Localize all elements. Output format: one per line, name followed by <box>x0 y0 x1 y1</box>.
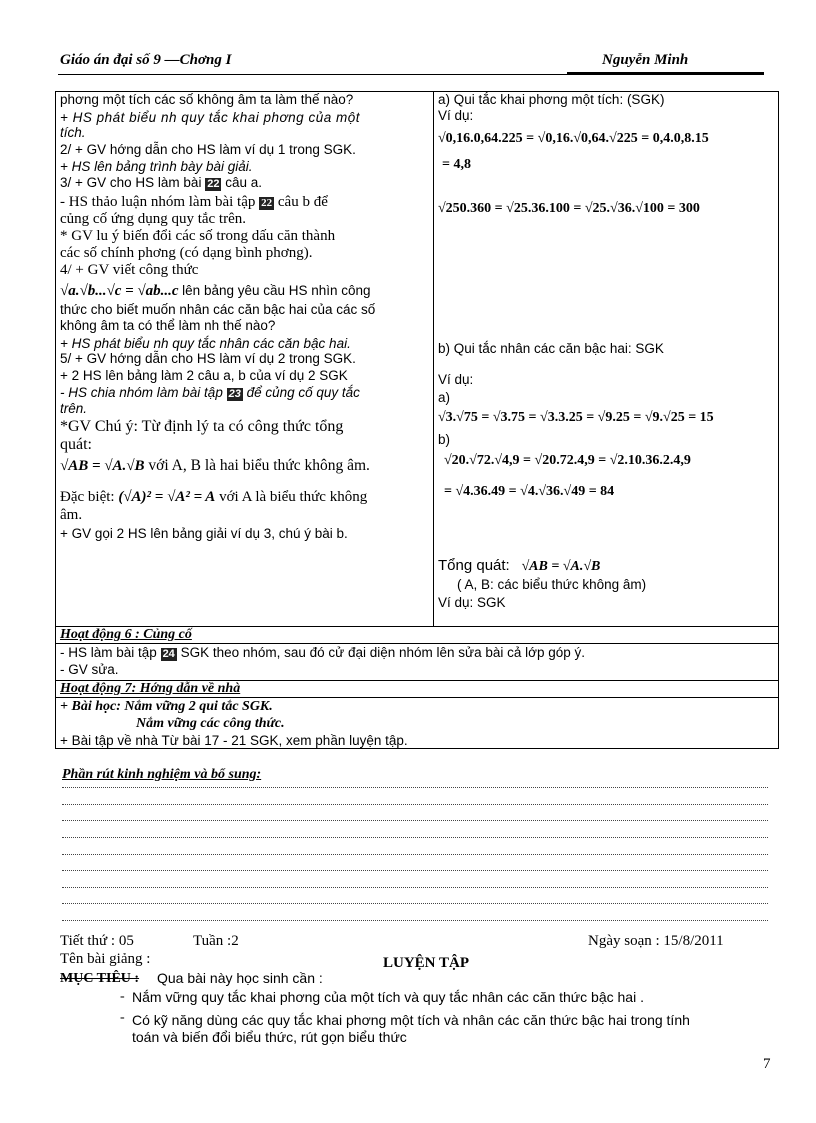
left-text: * GV lu ý biến đổi các số trong dấu căn thành <box>60 228 336 244</box>
left-text-part: 3/ + GV cho HS làm bài <box>60 175 202 190</box>
left-text: phơng một tích các số không âm ta làm thế nào? <box>60 92 354 107</box>
activity6-title: Hoạt động 6 : Củng cố <box>60 627 192 642</box>
left-text-part: - HS chia nhóm làm bài tập <box>60 385 223 400</box>
right-text: Ví dụ: <box>438 372 474 387</box>
right-text: ( A, B: các biểu thức không âm) <box>457 577 647 592</box>
example-formula: = 4,8 <box>442 157 471 172</box>
left-text <box>60 458 370 475</box>
left-text-part: với A, B là hai biểu thức không âm. <box>148 457 370 474</box>
objective-item: Nắm vững quy tắc khai phơng của một tích và quy tắc nhân các căn thức bậc hai . <box>132 989 644 1005</box>
right-text: b) <box>438 432 451 447</box>
example-formula: √3.√75 = √3.75 = √3.3.25 = √9.25 = √9.√25 = 15 <box>438 410 714 425</box>
notes-line <box>62 787 768 789</box>
left-text: + 2 HS lên bảng làm 2 câu a, b của ví dụ 2 SGK <box>60 368 348 383</box>
right-text <box>438 558 600 576</box>
activity7-text: + Bài tập về nhà Từ bài 17 - 21 SGK, xem phần luyện tập. <box>60 733 408 748</box>
right-text-part: Tổng quát: <box>438 557 510 574</box>
left-text <box>60 283 371 300</box>
left-text-part: với A là biểu thức không <box>219 489 368 505</box>
notes-line <box>62 804 768 806</box>
notes-line <box>62 870 768 872</box>
lesson-name: LUYỆN TẬP <box>383 955 469 971</box>
notes-line <box>62 887 768 889</box>
left-text: củng cố ứng dụng quy tắc trên. <box>60 211 246 227</box>
left-text: + HS phát biểu nh quy tắc nhân các căn bậc hai. <box>60 336 351 351</box>
activity7-text: Nắm vững các công thức. <box>136 716 285 731</box>
left-text: không âm ta có thể làm nh thế nào? <box>60 318 276 333</box>
activity6-text-part: - HS làm bài tập <box>60 645 157 660</box>
left-text: 2/ + GV hớng dẫn cho HS làm ví dụ 1 trong SGK. <box>60 142 356 157</box>
activity7-title: Hoạt động 7: Hớng dẫn về nhà <box>60 681 241 696</box>
left-text-part: câu b để <box>277 194 328 210</box>
left-text: thức cho biết muốn nhân các căn bậc hai của các số <box>60 302 376 317</box>
left-text <box>60 175 262 192</box>
general-formula: √AB = √A.√B <box>60 458 145 474</box>
right-text: Ví dụ: SGK <box>438 595 506 610</box>
multiplication-formula: √a.√b...√c = √ab...c <box>60 283 179 299</box>
notes-line <box>62 820 768 822</box>
activity6-text: - GV sửa. <box>60 662 119 677</box>
objective-intro: Qua bài này học sinh cần : <box>157 970 323 986</box>
example-formula: √0,16.0,64.225 = √0,16.√0,64.√225 = 0,4.0,8.15 <box>438 131 709 146</box>
example-formula: √250.360 = √25.36.100 = √25.√36.√100 = 300 <box>438 201 700 216</box>
lesson-name-label: Tên bài giảng : <box>60 951 151 967</box>
column-divider <box>433 91 434 626</box>
activity7-text: + Bài học: Nắm vững 2 qui tắc SGK. <box>60 699 273 714</box>
left-text-part: lên bảng yêu cầu HS nhìn công <box>182 283 371 298</box>
example-formula: = √4.36.49 = √4.√36.√49 = 84 <box>444 484 615 499</box>
notes-line <box>62 903 768 905</box>
left-text: các số chính phơng (có dạng bình phơng). <box>60 245 313 261</box>
prep-date: Ngày soạn : 15/8/2011 <box>588 933 724 949</box>
right-text: a) <box>438 390 451 405</box>
left-text <box>60 489 367 506</box>
left-text: âm. <box>60 507 83 523</box>
header-rule <box>58 74 764 75</box>
left-text: + GV gọi 2 HS lên bảng giải ví dụ 3, chú ý bài b. <box>60 526 348 541</box>
objective-item: Có kỹ năng dùng các quy tắc khai phơng một tích và nhân các căn thức bậc hai trong tính <box>132 1012 690 1028</box>
left-text: + HS lên bảng trình bày bài giải. <box>60 159 253 174</box>
period-number: Tiết thứ : 05 <box>60 933 134 949</box>
special-formula: (√A)² = √A² = A <box>118 489 216 505</box>
right-text: a) Qui tắc khai phơng một tích: (SGK) <box>438 92 665 107</box>
notes-line <box>62 854 768 856</box>
notes-title: Phần rút kinh nghiệm và bổ sung: <box>62 767 262 782</box>
exercise-badge: 24 <box>162 648 175 660</box>
exercise-badge: 23 <box>228 388 241 400</box>
left-text-part: - HS thảo luận nhóm làm bài tập <box>60 194 256 210</box>
left-text-part: để củng cố quy tắc <box>246 385 360 400</box>
bullet: - <box>120 989 125 1004</box>
exercise-badge: 22 <box>261 197 273 209</box>
header-title: Giáo án đại số 9 —Chơng I <box>60 52 232 68</box>
general-formula: √AB = √A.√B <box>521 559 601 574</box>
bullet: - <box>120 1010 125 1025</box>
left-text: *GV Chú ý: Từ định lý ta có công thức tổng <box>60 418 344 435</box>
left-text: trên. <box>60 401 88 416</box>
left-text: + HS phát biểu nh quy tắc khai phơng của một <box>60 110 360 125</box>
right-text: Ví dụ: <box>438 108 474 123</box>
activity6-text-part: SGK theo nhóm, sau đó cử đại diện nhóm lên sửa bài cả lớp góp ý. <box>180 645 585 660</box>
objective-item: toán và biến đổi biểu thức, rút gọn biểu thức <box>132 1029 407 1045</box>
left-text-part: Đặc biệt: <box>60 489 115 505</box>
header-author: Nguyễn Minh <box>602 52 689 68</box>
page-number: 7 <box>763 1056 771 1072</box>
right-text: b) Qui tắc nhân các căn bậc hai: SGK <box>438 341 664 356</box>
left-text: 4/ + GV viết công thức <box>60 262 199 278</box>
objective-label: MỤC TIÊU : <box>60 971 140 986</box>
left-text-part: câu a. <box>225 175 263 190</box>
week-number: Tuần :2 <box>193 933 239 949</box>
notes-line <box>62 920 768 922</box>
left-text: quát: <box>60 436 92 453</box>
header-rule-right <box>567 72 764 74</box>
notes-line <box>62 837 768 839</box>
left-text <box>60 385 360 402</box>
exercise-badge: 22 <box>207 178 220 190</box>
example-formula: √20.√72.√4,9 = √20.72.4,9 = √2.10.36.2.4,9 <box>444 453 691 468</box>
left-text <box>60 194 328 211</box>
activity6-text <box>60 645 585 662</box>
left-text: tích. <box>60 125 86 140</box>
left-text: 5/ + GV hớng dẫn cho HS làm ví dụ 2 trong SGK. <box>60 351 356 366</box>
